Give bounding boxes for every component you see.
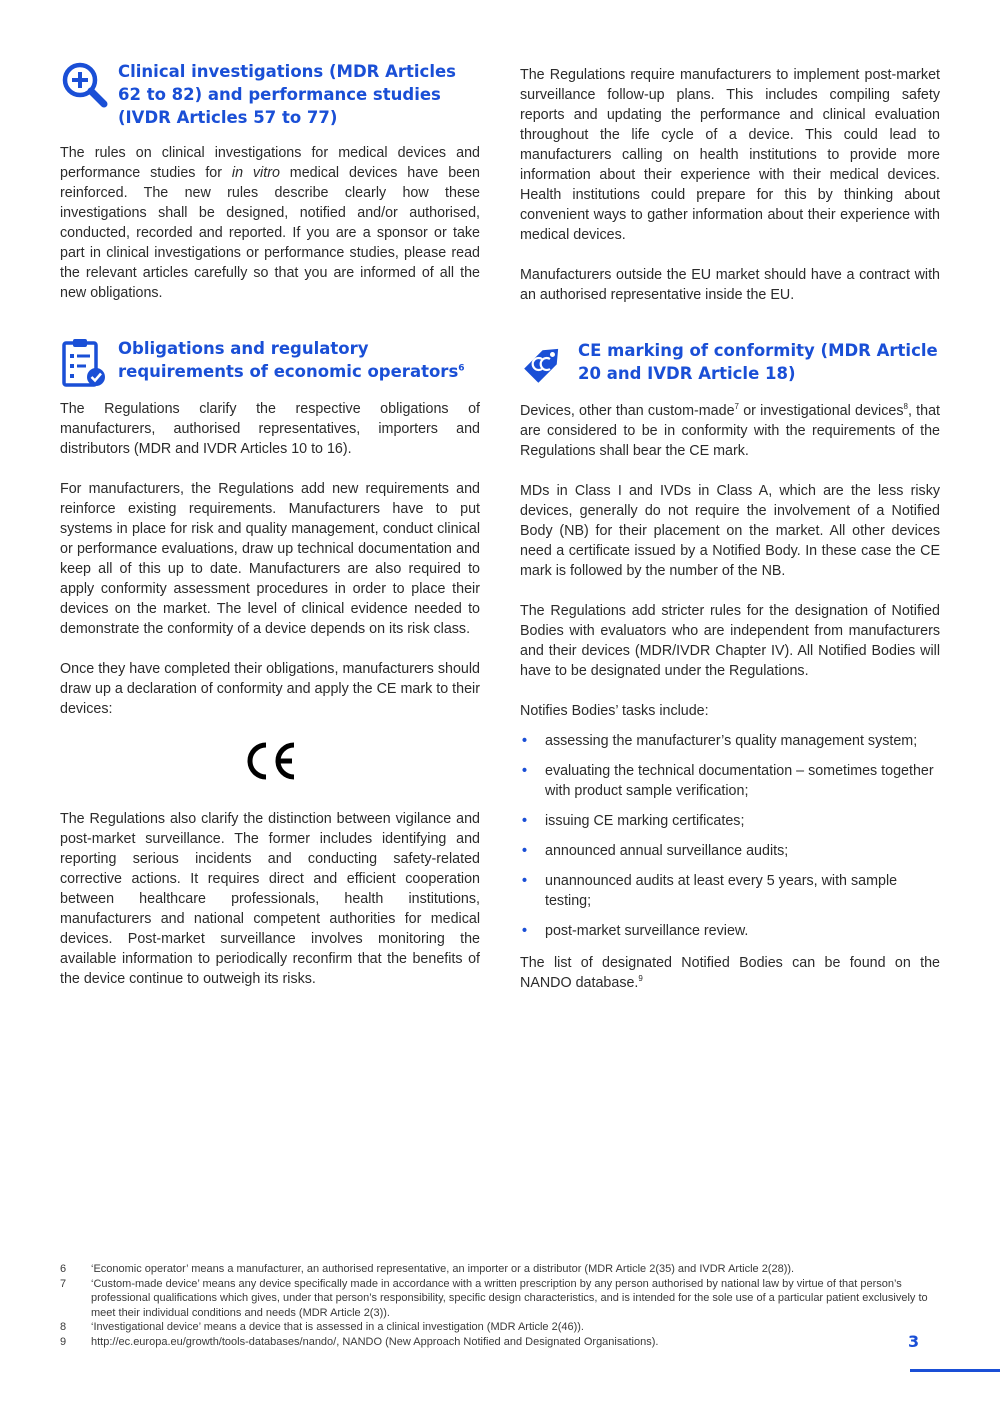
clipboard-check-icon	[60, 337, 108, 385]
tasks-intro: Notifies Bodies’ tasks include:	[520, 703, 709, 719]
list-item: • post-market surveillance review.	[522, 923, 749, 939]
page-number: 3	[908, 1332, 920, 1351]
section-heading-clinical	[60, 60, 480, 129]
bullet-icon: •	[522, 733, 528, 749]
ce-paragraph-3: The Regulations add stricter rules for the designation of Notified Bodies with evaluators who are independent from manufacturers and their devices (MDR/IVDR Chapter IV). All Notified Bodies will have to be designated under the Regulations.	[520, 603, 940, 679]
footnote-6: 6 ‘Economic operator’ means a manufacturer, an authorised representative, an importer or a distributor (MDR Article 2(35) and IVDR Article 2(28)).	[60, 1263, 795, 1275]
page-number-underline	[910, 1369, 1000, 1372]
section-title-clinical: Clinical investigations (MDR Articles 62 to 82) and performance studies (IVDR Articles 57 to 77)	[118, 62, 456, 127]
ce-paragraph-1: Devices, other than custom-made$^7$ or investigational devices$^8$, that are considered to be in conformity with the requirements of the Regulations shall bear the CE mark.	[520, 402, 941, 459]
representative-paragraph: Manufacturers outside the EU market should have a contract with an authorised representative inside the EU.	[520, 267, 940, 303]
footnote-8: 8 ‘Investigational device’ means a device that is assessed in a clinical investigation (MDR Article 2(46)).	[60, 1321, 584, 1333]
magnifier-plus-icon	[60, 60, 108, 108]
bullet-icon: •	[522, 763, 528, 779]
list-item: • announced annual surveillance audits;	[522, 843, 789, 859]
obligations-paragraph-4: The Regulations also clarify the distinction between vigilance and post-market surveillance. The former includes identifying and reporting serious incidents and conducting safety-related corrective actions. It requires direct and efficient cooperation between healthcare professionals, health institutions, manufacturers and national competent authorities for medical devices. Post-market surveillance involves monitoring the available information to periodically reconfirm that the benefits of the device continue to outweigh its risks.	[60, 811, 480, 987]
obligations-paragraph-3: Once they have completed their obligations, manufacturers should draw up a declaration of conformity and apply the CE mark to their devices:	[60, 661, 480, 717]
section-title-ce: CE marking of conformity (MDR Article 20 and IVDR Article 18)	[578, 341, 938, 383]
footnote-9[interactable]: 9 http://ec.europa.eu/growth/tools-databases/nando/, NANDO (New Approach Notified and Designated Organisations).	[60, 1335, 659, 1348]
obligations-paragraph-1: The Regulations clarify the respective obligations of manufacturers, authorised representatives, importers and distributors (MDR and IVDR Articles 10 to 16).	[60, 401, 480, 457]
list-item: • evaluating the technical documentation – sometimes together with product sample verification;	[522, 763, 934, 799]
list-item: • unannounced audits at least every 5 years, with sample testing;	[522, 873, 898, 909]
bullet-icon: •	[522, 923, 528, 939]
section-heading-obligations	[60, 337, 480, 385]
surveillance-paragraph: The Regulations require manufacturers to implement post-market surveillance follow-up plans. This includes compiling safety reports and updating the performance and clinical evaluation throughout the life cycle of a device. This could lead to manufacturers calling on health institutions to provide more information about their experience with their medical devices. Health institutions could prepare for this by thinking about convenient ways to gather information about their experience with medical devices.	[520, 67, 940, 243]
nando-paragraph: The list of designated Notified Bodies can be found on the NANDO database.$^9$	[520, 955, 940, 991]
footnote-7: 7 ‘Custom-made device’ means any device specifically made in accordance with a written prescription by any person authorised by national law by virtue of that person’s professional qualifications which gives, under that person’s responsibility, specific design characteristics, and is intended for the sole use of a particular patient exclusively to meet their individual conditions and needs (MDR Article 2(3)).	[60, 1277, 928, 1319]
section-heading-ce	[520, 339, 940, 387]
tasks-list	[520, 731, 940, 941]
clinical-paragraph: The rules on clinical investigations for medical devices and performance studies for in vitro medical devices have been reinforced. The new rules describe clearly how these investigations shall be designed, notified and/or authorised, conducted, recorded and reported. If you are a sponsor or take part in clinical investigations or performance studies, please read the relevant articles carefully so that you are informed of all the new obligations.	[60, 145, 480, 301]
ce-mark-graphic	[240, 739, 300, 783]
bullet-icon: •	[522, 873, 528, 889]
left-column	[60, 60, 480, 1009]
obligations-paragraph-2: For manufacturers, the Regulations add new requirements and reinforce existing requirements. Manufacturers have to put systems in place for risk and quality management, conduct clinical or performance evaluations, draw up technical documentation and keep all of this up to date. Manufacturers are also required to apply conformity assessment procedures in order to place their devices on the market. The level of clinical evidence needed to demonstrate the conformity of a device depends on its risk class.	[60, 481, 480, 637]
list-item: • issuing CE marking certificates;	[522, 813, 745, 829]
ce-paragraph-2: MDs in Class I and IVDs in Class A, which are the less risky devices, generally do not require the involvement of a Notified Body (NB) for their placement on the market. All other devices need a certificate issued by a Notified Body. In these case the CE mark is followed by the number of the NB.	[520, 483, 940, 579]
section-title-obligations: Obligations and regulatory requirements of economic operators$^6$	[118, 339, 465, 381]
right-column	[520, 65, 940, 1013]
bullet-icon: •	[522, 813, 528, 829]
ce-mark-logo	[60, 739, 480, 789]
bullet-icon: •	[522, 843, 528, 859]
ce-tag-icon	[520, 339, 568, 387]
footnotes	[60, 1262, 940, 1349]
list-item: • assessing the manufacturer’s quality management system;	[522, 733, 918, 749]
